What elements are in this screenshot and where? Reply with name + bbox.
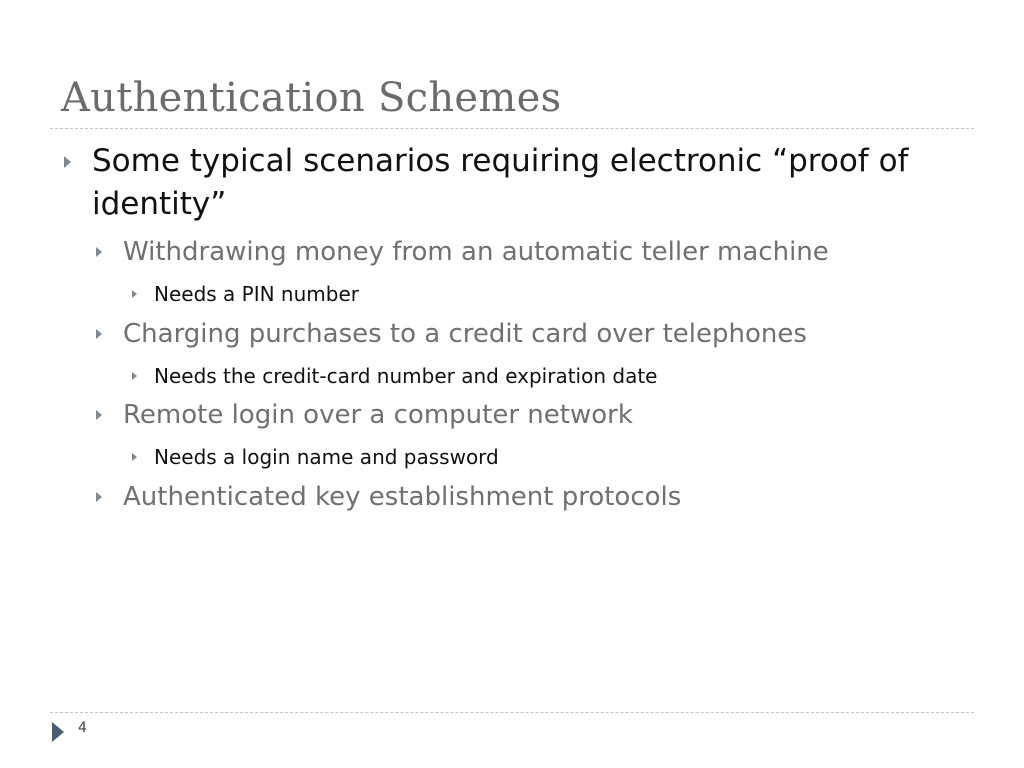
bullet-arrow-icon: [96, 492, 102, 502]
bullet-text: Some typical scenarios requiring electronic “proof of identity”: [92, 143, 909, 222]
bullet-arrow-icon: [96, 329, 102, 339]
slide-title: Authentication Schemes: [61, 75, 562, 121]
bullet-arrow-icon: [96, 247, 102, 257]
bullet-arrow-icon: [132, 453, 137, 461]
bullet-arrow-icon: [64, 156, 71, 168]
bullet-text: Needs the credit-card number and expiration date: [154, 364, 658, 388]
title-divider: [50, 128, 974, 129]
footer-divider: [50, 712, 974, 713]
bullet-arrow-icon: [132, 290, 137, 298]
bullet-arrow-icon: [132, 372, 137, 380]
footer-triangle-icon: [52, 722, 64, 742]
bullet-arrow-icon: [96, 410, 102, 420]
bullet-text: Needs a PIN number: [154, 282, 359, 306]
bullet-text: Remote login over a computer network: [123, 400, 633, 430]
bullet-text: Charging purchases to a credit card over telephones: [123, 319, 807, 349]
bullet-text: Withdrawing money from an automatic teller machine: [123, 237, 829, 267]
bullet-text: Authenticated key establishment protocols: [123, 482, 682, 512]
bullet-text: Needs a login name and password: [154, 445, 499, 469]
page-number: 4: [78, 720, 87, 736]
